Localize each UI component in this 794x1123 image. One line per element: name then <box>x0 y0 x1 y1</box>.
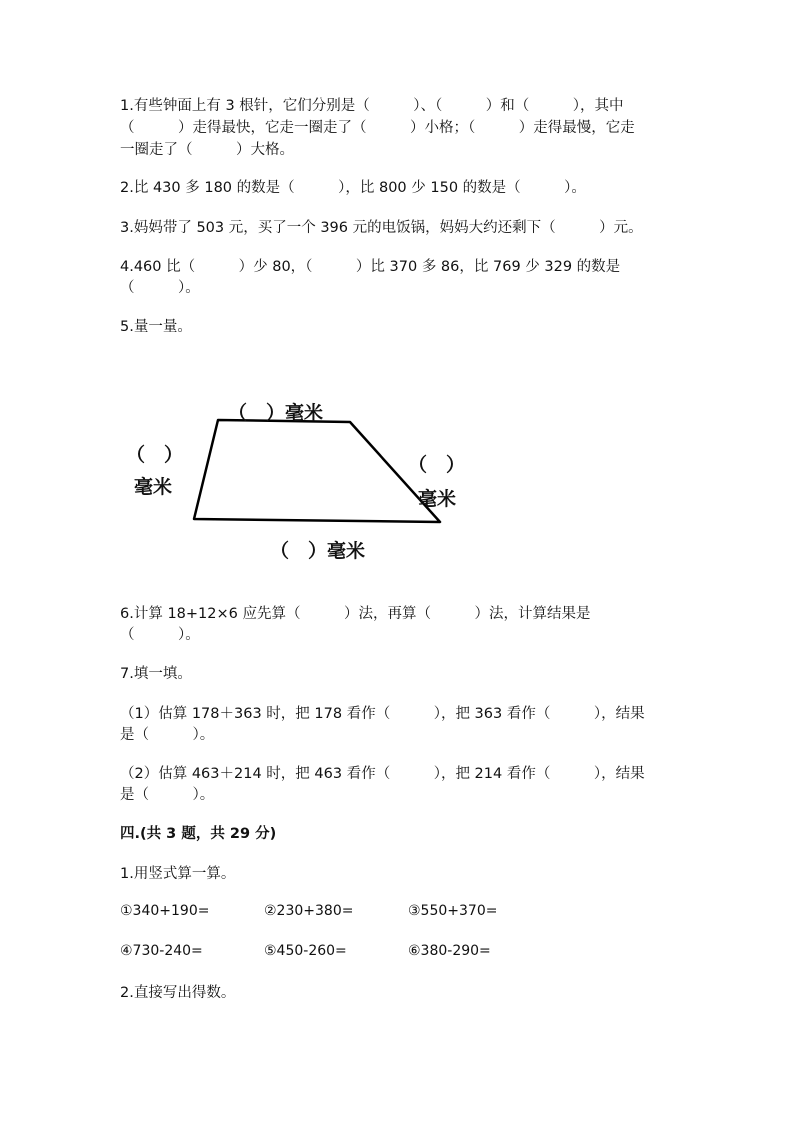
calc-item: ①340+190= <box>120 903 210 919</box>
q5-title: 5.量一量。 <box>120 319 192 335</box>
label-bottom-measure: （ ）毫米 <box>270 540 366 562</box>
q4-line2: （ ）。 <box>120 280 200 296</box>
q6-line1: 6.计算 18+12×6 应先算（ ）法，再算（ ）法，计算结果是 <box>120 606 591 622</box>
label-left-unit: 毫米 <box>134 476 173 498</box>
q7-sub2-line2: 是（ ）。 <box>120 787 215 803</box>
calc-item: ③550+370= <box>408 903 498 919</box>
q7-sub1-line2: 是（ ）。 <box>120 727 215 743</box>
q2-text: 2.比 430 多 180 的数是（ ），比 800 少 150 的数是（ ）。 <box>120 180 586 196</box>
label-right-blank: （ ） <box>408 454 466 476</box>
q7-title: 7.填一填。 <box>120 666 192 682</box>
q1-line1: 1.有些钟面上有 3 根针，它们分别是（ ）、（ ）和（ ），其中 <box>120 98 624 114</box>
label-top-measure: （ ）毫米 <box>228 402 324 424</box>
q3-text: 3.妈妈带了 503 元，买了一个 396 元的电饭锅，妈妈大约还剩下（ ）元。 <box>120 220 643 236</box>
calc-item: ④730-240= <box>120 943 203 959</box>
section-heading: 四.(共 3 题，共 29 分) <box>120 826 277 842</box>
s4-problem2-title: 2.直接写出得数。 <box>120 985 236 1001</box>
label-left-blank: （ ） <box>126 444 184 466</box>
s4-problem1-title: 1.用竖式算一算。 <box>120 866 236 882</box>
q4-line1: 4.460 比（ ）少 80，（ ）比 370 多 86，比 769 少 329 的数是 <box>120 259 621 275</box>
calc-item: ⑥380-290= <box>408 943 491 959</box>
trapezoid-figure <box>100 380 500 570</box>
q1-line3: 一圈走了（ ）大格。 <box>120 142 294 158</box>
q6-line2: （ ）。 <box>120 627 200 643</box>
label-right-unit: 毫米 <box>418 488 457 510</box>
q7-sub1-line1: （1）估算 178＋363 时，把 178 看作（ ），把 363 看作（ ），结果 <box>120 706 645 722</box>
calc-item: ⑤450-260= <box>264 943 347 959</box>
q7-sub2-line1: （2）估算 463＋214 时，把 463 看作（ ），把 214 看作（ ），结果 <box>120 766 645 782</box>
calc-item: ②230+380= <box>264 903 354 919</box>
q1-line2: （ ）走得最快，它走一圈走了（ ）小格；（ ）走得最慢，它走 <box>120 120 635 136</box>
